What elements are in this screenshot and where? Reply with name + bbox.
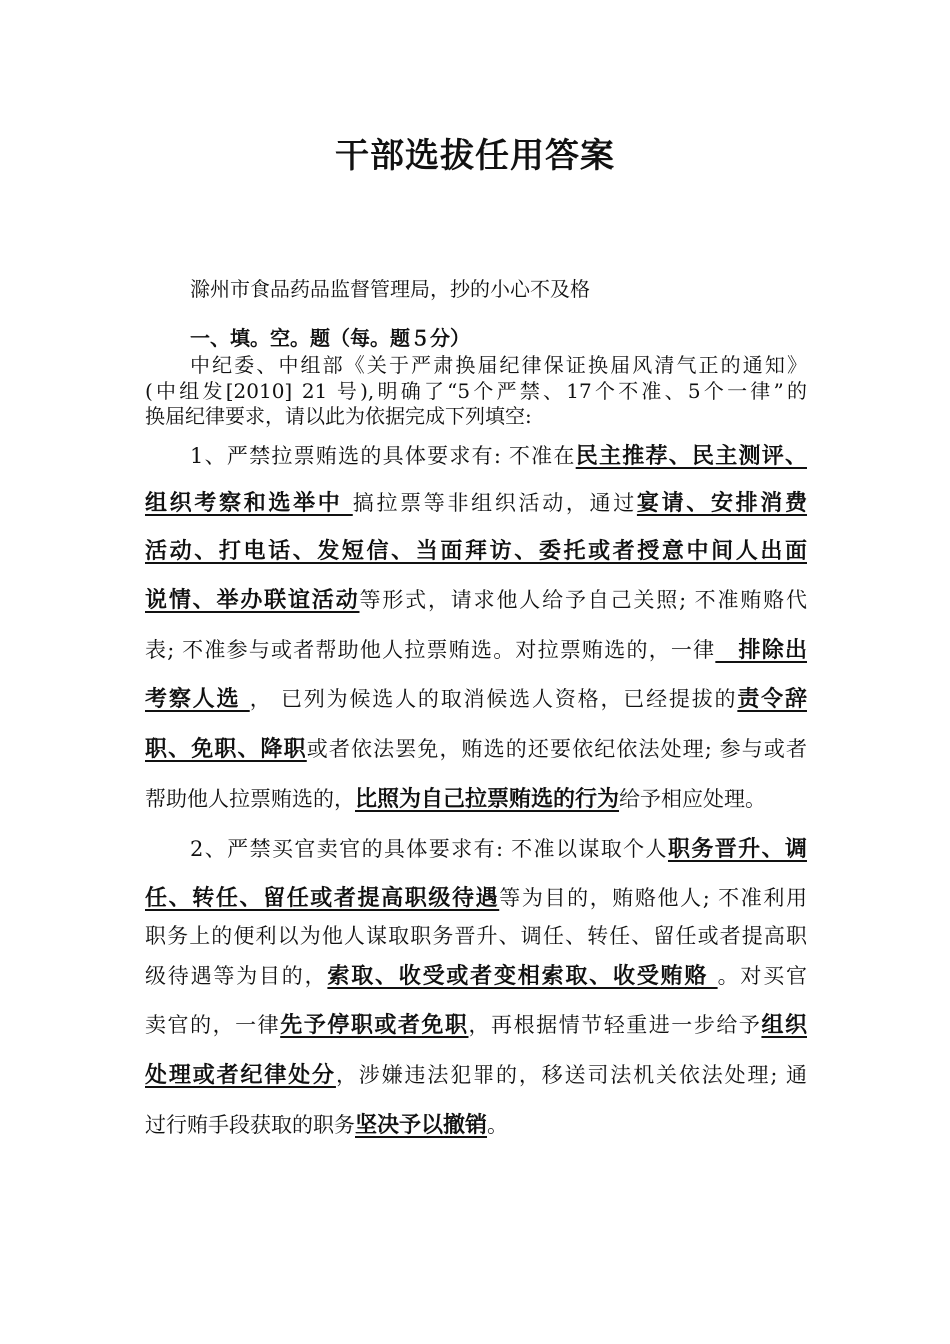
q2-text: ，再根据情节轻重进一步给予 — [468, 1013, 762, 1037]
q1-text: 搞拉票等非组织活动，通过 — [352, 491, 637, 515]
q1-answer: 组织考察和选举中 — [145, 491, 353, 516]
q1-answer: 职、免职、降职 — [145, 737, 307, 762]
q1-line-3 — [145, 534, 807, 565]
q1-answer: 排除出 — [715, 638, 807, 663]
q2-line-2 — [145, 881, 807, 912]
q1-answer: 活动、打电话、发短信、当面拜访、委托或者授意中间人出面 — [145, 539, 807, 564]
q2-text: 级待遇等为目的， — [145, 964, 328, 988]
q1-text: 等形式，请求他人给予自己关照; 不准贿赂代 — [359, 588, 807, 612]
q1-line-6 — [145, 682, 807, 713]
q1-line-8 — [145, 782, 807, 813]
q1-text: 表; 不准参与或者帮助他人拉票贿选。对拉票贿选的，一律 — [145, 638, 716, 662]
q1-line-7 — [145, 732, 807, 763]
q1-text: 或者依法罢免，贿选的还要依纪依法处理; 参与或者 — [306, 737, 807, 761]
q1-answer: 说情、举办联谊活动 — [145, 588, 360, 613]
q2-answer: 任、转任、留任或者提高职级待遇 — [145, 886, 500, 911]
q1-text: 1、严禁拉票贿选的具体要求有: 不准在 — [190, 444, 576, 468]
q2-line-7 — [145, 1108, 807, 1139]
q2-answer: 职务晋升、调 — [667, 837, 807, 862]
q2-line-3 — [145, 920, 807, 950]
q1-answer: 责令辞 — [737, 687, 807, 712]
q2-text: 。 — [487, 1113, 509, 1137]
q2-answer: 处理或者纪律处分 — [145, 1063, 336, 1088]
q1-answer: 考察人选 — [145, 687, 250, 712]
q2-answer: 索取、收受或者变相索取、收受贿赂 — [327, 964, 718, 989]
q2-line-5 — [145, 1008, 807, 1039]
q1-line-2 — [145, 486, 807, 517]
q2-text: 等为目的，贿赂他人; 不准利用 — [499, 886, 807, 910]
intro-line-3: 换届纪律要求，请以此为依据完成下列填空: — [145, 404, 532, 428]
q2-text: 过行贿手段获取的职务 — [145, 1113, 355, 1137]
q1-text: 帮助他人拉票贿选的， — [145, 787, 355, 811]
q2-answer: 坚决予以撤销 — [355, 1113, 488, 1138]
intro-line-2: (中组发[2010] 21 号),明确了“5个严禁、17个不准、5个一律”的 — [145, 379, 807, 403]
page-title: 干部选拔任用答案 — [335, 136, 615, 176]
q2-text: 职务上的便利以为他人谋取职务晋升、调任、转任、留任或者提高职 — [145, 924, 807, 948]
q2-text: ，涉嫌违法犯罪的，移送司法机关依法处理; 通 — [335, 1063, 807, 1087]
q2-text: 。对买官 — [717, 964, 808, 988]
intro-line-1: 中纪委、中组部《关于严肃换届纪律保证换届风清气正的通知》 — [190, 353, 807, 377]
q1-answer: 民主推荐、民主测评、 — [575, 444, 807, 469]
q2-answer: 先予停职或者免职 — [280, 1013, 469, 1038]
q2-text: 2、严禁买官卖官的具体要求有: 不准以谋取个人 — [190, 837, 668, 861]
q1-answer: 比照为自己拉票贿选的行为 — [355, 787, 620, 812]
q2-line-4 — [145, 959, 807, 990]
q2-line-6 — [145, 1058, 807, 1089]
q2-text: 卖官的，一律 — [145, 1013, 281, 1037]
q2-answer: 组织 — [761, 1013, 807, 1038]
q1-text: ， 已列为候选人的取消候选人资格，已经提拔的 — [249, 687, 738, 711]
q1-text: 给予相应处理。 — [619, 787, 767, 811]
section-heading: 一、填。空。题（每。题５分） — [190, 326, 470, 350]
q1-line-1 — [190, 439, 807, 470]
q1-line-4 — [145, 583, 807, 614]
q1-answer: 宴请、安排消费 — [636, 491, 807, 516]
subtitle: 滁州市食品药品监督管理局，抄的小心不及格 — [190, 277, 590, 301]
q1-line-5 — [145, 633, 807, 664]
q2-line-1 — [190, 832, 807, 863]
